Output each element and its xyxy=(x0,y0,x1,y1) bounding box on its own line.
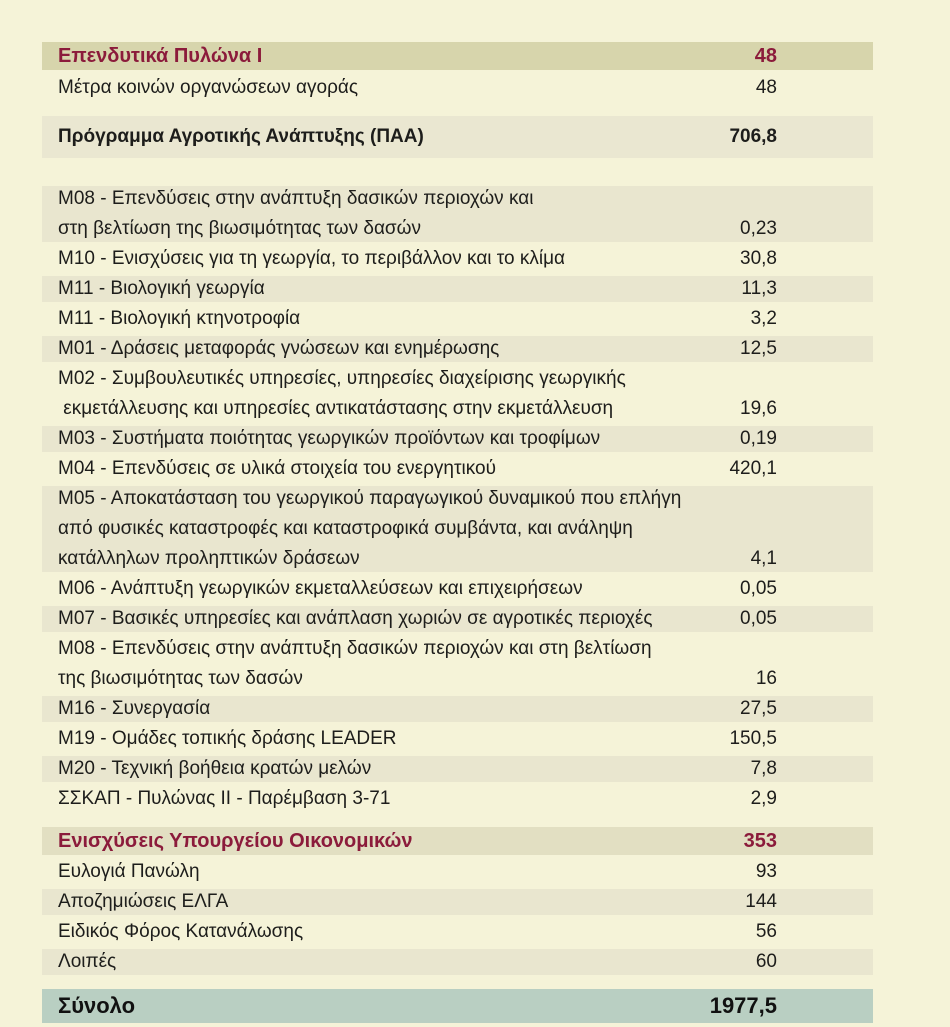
row-label-line: Μ11 - Βιολογική κτηνοτροφία xyxy=(58,308,301,329)
table-row xyxy=(42,304,873,334)
row-label xyxy=(58,947,756,977)
table-row xyxy=(42,634,873,694)
row-label-line: στη βελτίωση της βιωσιμότητας των δασών xyxy=(58,218,421,239)
row-label-line: Μ07 - Βασικές υπηρεσίες και ανάπλαση χωριών σε αγροτικές περιοχές xyxy=(58,608,653,629)
row-label-line: Μ01 - Δράσεις μεταφοράς γνώσεων και ενημέρωσης xyxy=(58,338,500,359)
row-value: 56 xyxy=(755,921,777,942)
table-row xyxy=(42,73,873,103)
row-value: 706,8 xyxy=(729,126,777,147)
row-value: 12,5 xyxy=(740,338,777,359)
row-value: 0,05 xyxy=(740,608,777,629)
funding-table xyxy=(42,42,873,1023)
row-value: 19,6 xyxy=(740,398,777,419)
row-label-line: Ειδικός Φόρος Κατανάλωσης xyxy=(58,921,304,942)
row-label-line: Λοιπές xyxy=(58,951,117,972)
row-label-line: Μ05 - Αποκατάσταση του γεωργικού παραγωγικού δυναμικού που επλήγη xyxy=(58,488,682,509)
row-label xyxy=(58,484,751,574)
row-label xyxy=(58,694,740,724)
table-row xyxy=(42,334,873,364)
row-label xyxy=(58,827,744,855)
row-label-line: Ενισχύσεις Υπουργείου Οικονομικών xyxy=(58,830,413,852)
row-value: 93 xyxy=(755,861,777,882)
row-value: 0,19 xyxy=(740,428,777,449)
row-label-line: Σύνολο xyxy=(58,993,136,1018)
row-label-line: Μ03 - Συστήματα ποιότητας γεωργικών προϊόντων και τροφίμων xyxy=(58,428,601,449)
row-label-line: Μ02 - Συμβουλευτικές υπηρεσίες, υπηρεσίες διαχείρισης γεωργικής xyxy=(58,368,626,389)
table-row xyxy=(42,917,873,947)
row-value: 420,1 xyxy=(729,458,777,479)
row-label xyxy=(58,887,745,917)
row-value: 144 xyxy=(745,891,777,912)
row-label xyxy=(58,116,729,158)
table-row xyxy=(42,364,873,424)
table-row xyxy=(42,604,873,634)
row-label-line: της βιωσιμότητας των δασών xyxy=(58,668,303,689)
row-label xyxy=(58,334,740,364)
row-label-line: Μ10 - Ενισχύσεις για τη γεωργία, το περιβάλλον και το κλίμα xyxy=(58,248,566,269)
row-label-line: από φυσικές καταστροφές και καταστροφικά συμβάντα, και ανάληψη xyxy=(58,518,633,539)
row-label xyxy=(58,754,751,784)
table-section xyxy=(42,42,873,103)
table-row xyxy=(42,574,873,604)
table-row xyxy=(42,274,873,304)
row-label xyxy=(58,274,741,304)
row-value: 48 xyxy=(754,45,777,67)
section-header-row xyxy=(42,116,873,158)
row-label-line: Μ08 - Επενδύσεις στην ανάπτυξη δασικών περιοχών και στη βελτίωση xyxy=(58,638,652,659)
row-value: 7,8 xyxy=(750,758,777,779)
table-row xyxy=(42,184,873,244)
row-label-line: Μ19 - Ομάδες τοπικής δράσης LEADER xyxy=(58,728,397,749)
row-label xyxy=(58,454,729,484)
table-row xyxy=(42,424,873,454)
row-label-line: Μ20 - Τεχνική βοήθεια κρατών μελών xyxy=(58,758,372,779)
row-label xyxy=(58,724,729,754)
row-label xyxy=(58,304,751,334)
row-label-line: εκμετάλλευσης και υπηρεσίες αντικατάστασης στην εκμετάλλευση xyxy=(58,398,614,419)
row-value: 150,5 xyxy=(729,728,777,749)
row-label xyxy=(58,364,740,424)
row-value: 0,23 xyxy=(740,218,777,239)
row-label-line: Μέτρα κοινών οργανώσεων αγοράς xyxy=(58,77,359,98)
row-value: 16 xyxy=(755,668,777,689)
row-value: 1977,5 xyxy=(709,993,777,1018)
row-label-line: Επενδυτικά Πυλώνα I xyxy=(58,45,263,67)
row-label-line: Μ08 - Επενδύσεις στην ανάπτυξη δασικών περιοχών και xyxy=(58,188,534,209)
table-section xyxy=(42,116,873,814)
row-label-line: Μ11 - Βιολογική γεωργία xyxy=(58,278,265,299)
row-label xyxy=(58,42,755,70)
row-label xyxy=(58,184,740,244)
table-row xyxy=(42,784,873,814)
row-value: 60 xyxy=(755,951,777,972)
table-row xyxy=(42,857,873,887)
row-label xyxy=(58,784,751,814)
row-value: 30,8 xyxy=(740,248,777,269)
row-label xyxy=(58,424,740,454)
row-label xyxy=(58,574,740,604)
row-label xyxy=(58,917,756,947)
row-label-line: Μ16 - Συνεργασία xyxy=(58,698,211,719)
table-row xyxy=(42,724,873,754)
row-label-line: Μ06 - Ανάπτυξη γεωργικών εκμεταλλεύσεων και επιχειρήσεων xyxy=(58,578,583,599)
table-section xyxy=(42,827,873,977)
row-value: 27,5 xyxy=(740,698,777,719)
row-value: 0,05 xyxy=(740,578,777,599)
row-label xyxy=(58,73,756,103)
row-value: 353 xyxy=(743,830,777,852)
table-row xyxy=(42,754,873,784)
row-label xyxy=(58,857,756,887)
section-header-row xyxy=(42,42,873,70)
row-value: 48 xyxy=(755,77,777,98)
row-label xyxy=(58,634,756,694)
row-value: 2,9 xyxy=(750,788,777,809)
row-label-line: Πρόγραμμα Αγροτικής Ανάπτυξης (ΠΑΑ) xyxy=(58,126,424,147)
row-label xyxy=(58,244,740,274)
section-header-row xyxy=(42,827,873,855)
row-label xyxy=(58,989,710,1023)
row-value: 3,2 xyxy=(750,308,777,329)
row-label-line: Αποζημιώσεις ΕΛΓΑ xyxy=(58,891,229,912)
table-row xyxy=(42,694,873,724)
table-row xyxy=(42,454,873,484)
table-row xyxy=(42,484,873,574)
row-value: 4,1 xyxy=(750,548,777,569)
table-row xyxy=(42,947,873,977)
row-value: 11,3 xyxy=(741,278,777,299)
row-label-line: Ευλογιά Πανώλη xyxy=(58,861,200,882)
row-label-line: ΣΣΚΑΠ - Πυλώνας II - Παρέμβαση 3-71 xyxy=(58,788,391,809)
row-label-line: κατάλληλων προληπτικών δράσεων xyxy=(58,548,360,569)
row-label xyxy=(58,604,740,634)
table-row xyxy=(42,887,873,917)
row-label-line: Μ04 - Επενδύσεις σε υλικά στοιχεία του ενεργητικού xyxy=(58,458,496,479)
table-row xyxy=(42,244,873,274)
total-row xyxy=(42,989,873,1023)
